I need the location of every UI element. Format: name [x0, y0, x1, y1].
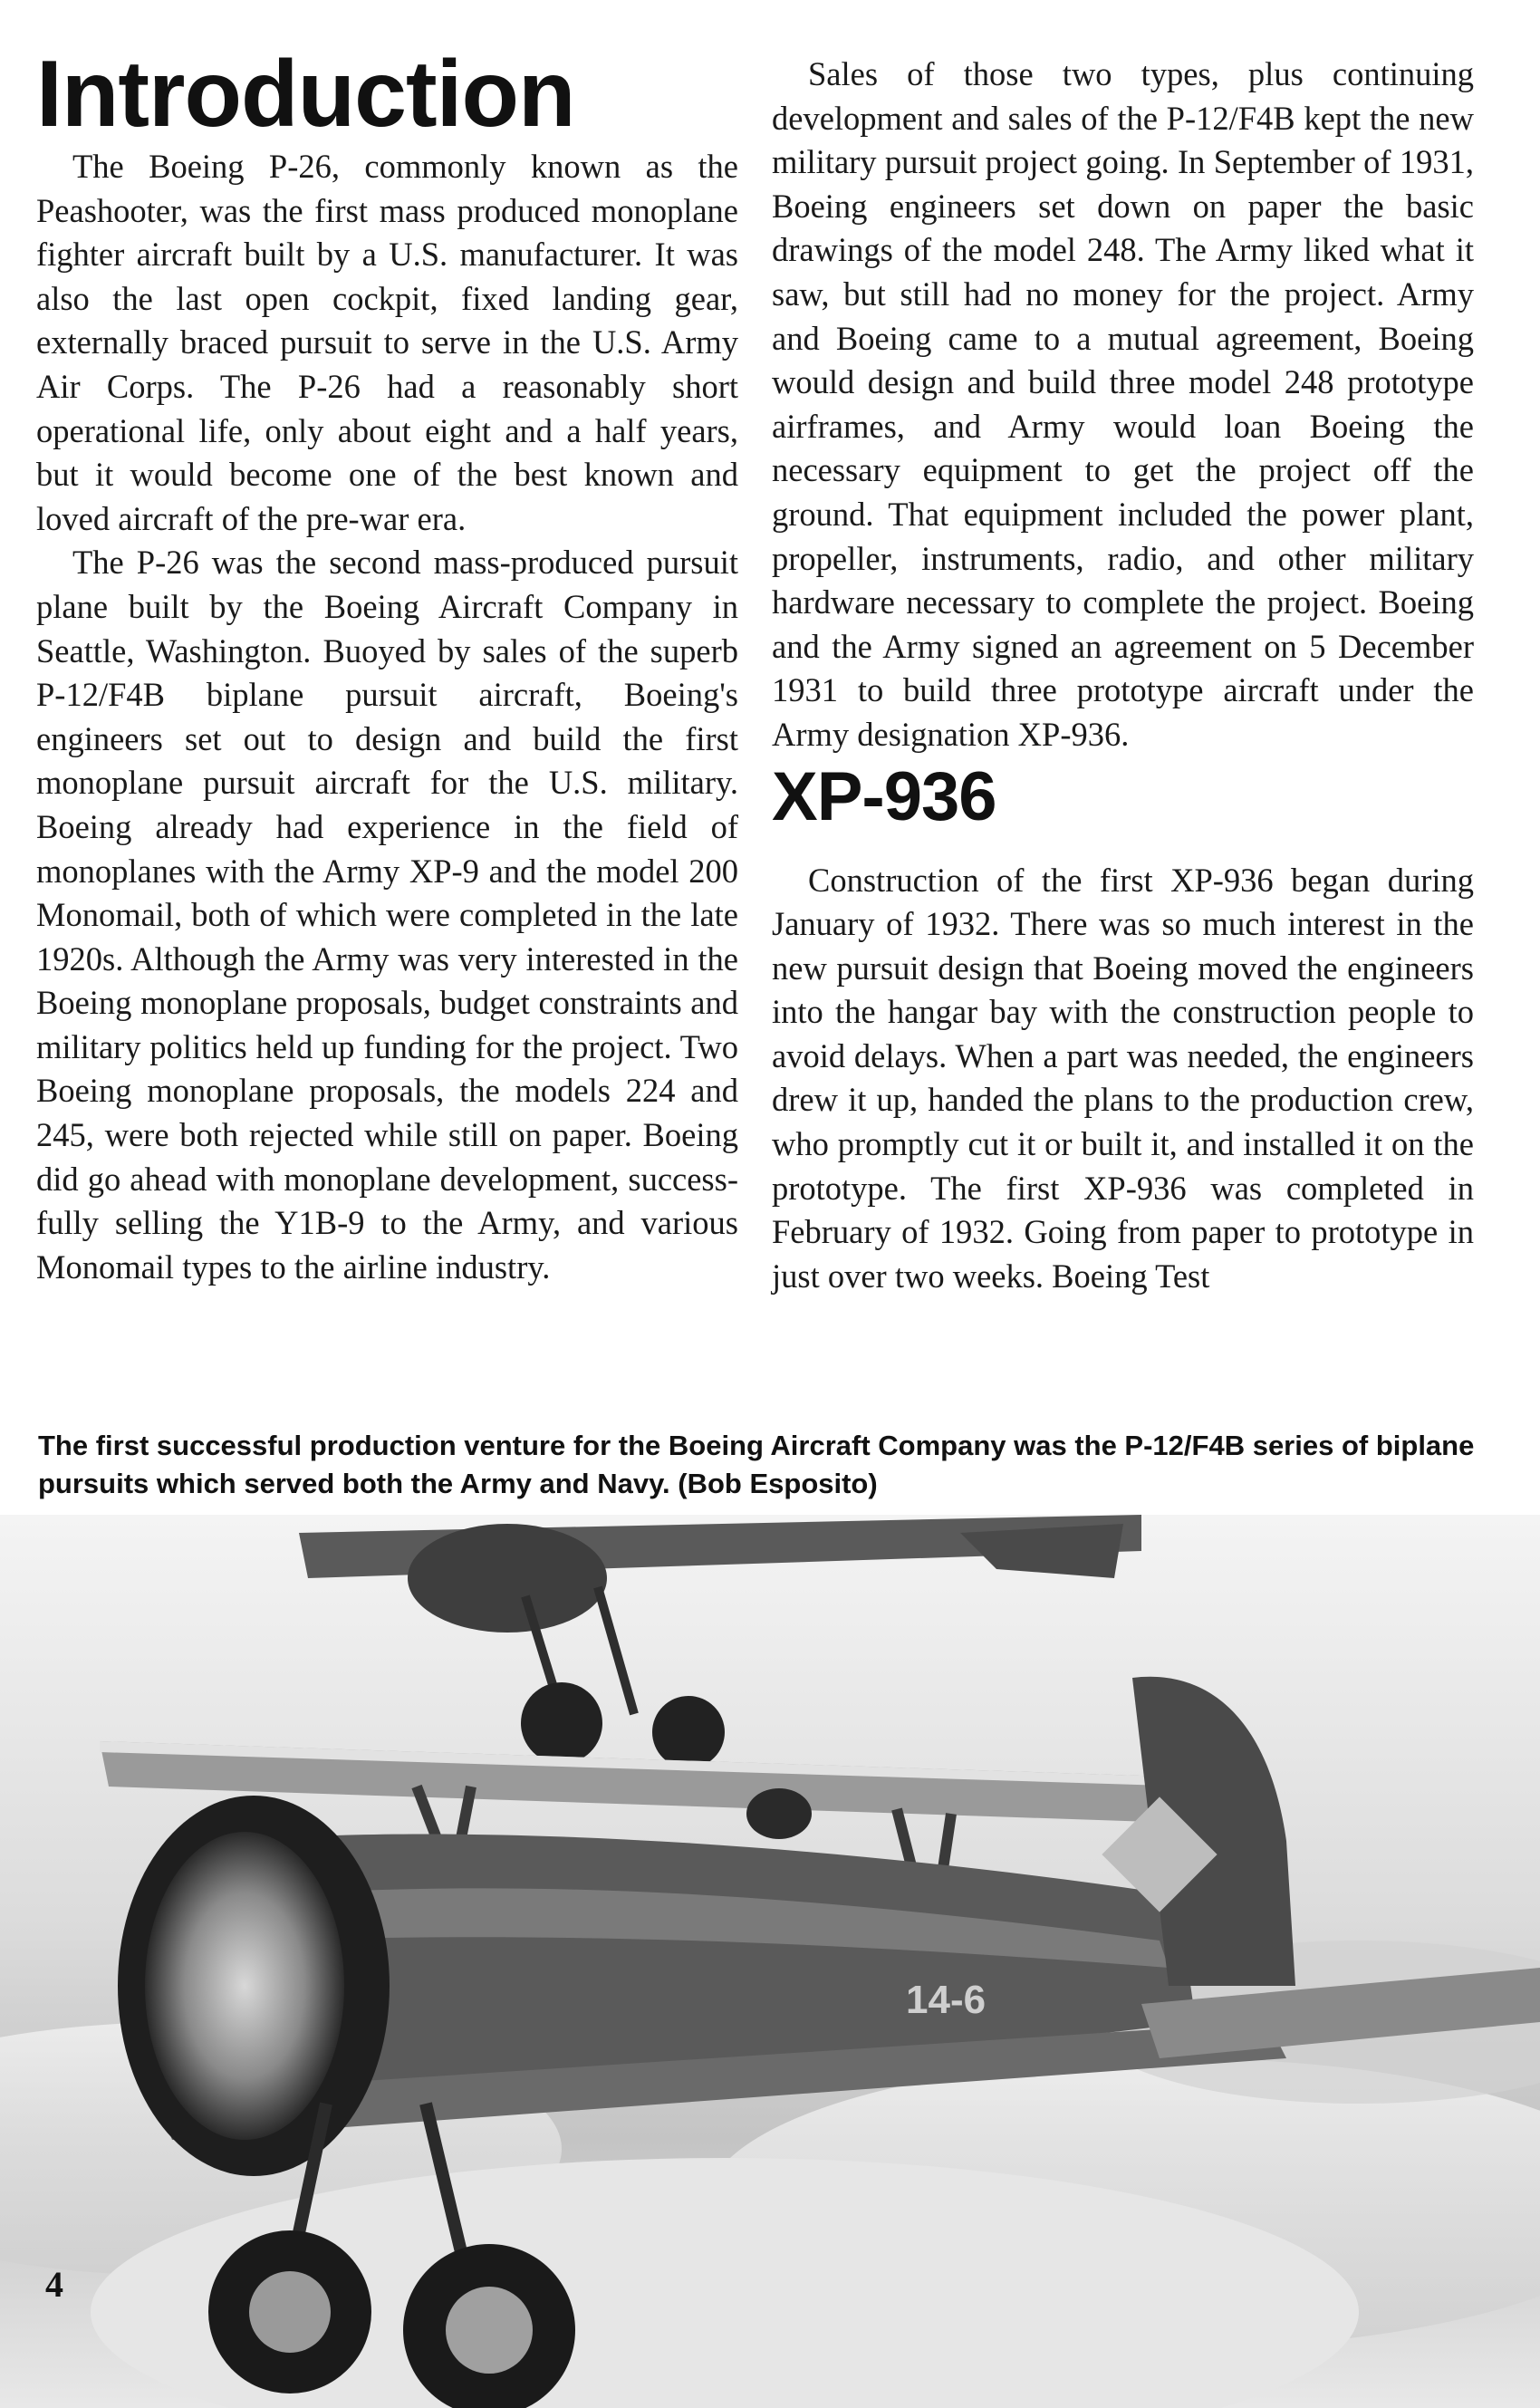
- xp936-heading: XP-936: [772, 757, 996, 835]
- biplane-illustration: [0, 1515, 1540, 2408]
- intro-paragraph-2: The P-26 was the second mass-produced pursuit plane built by the Boeing Aircraft Company in Seattle, Washington. Buoyed by sales of the superb P-12/F4B biplane pursuit aircraft, Boeing's engineers set out to design and build the first monoplane pursuit aircraft for the U.S. military. Boeing already had experience in the field of monoplanes with the Army XP-9 and the model 200 Monomail, both of which were completed in the late 1920s. Although the Army was very interested in the Boeing monoplane proposals, budget constraints and military politics held up funding for the project. Two Boeing monoplane proposals, the models 224 and 245, were both rejected while still on paper. Boeing did go ahead with monoplane development, successfully selling the Y1B-9 to the Army, and various Monomail types to the airline industry.: [36, 544, 738, 1286]
- background-biplane: [299, 1515, 1141, 1768]
- left-column: [36, 42, 738, 1289]
- introduction-heading: Introduction: [36, 42, 575, 147]
- sales-paragraph: Sales of those two types, plus continuing development and sales of the P-12/F4B kept the new military pursuit project going. In September of 1931, Boeing engineers set down on paper the basic drawings of the model 248. The Army liked what it saw, but still had no money for the project. Army and Boeing came to a mutual agreement, Boeing would design and build three model 248 prototype airframes, and Army would loan Boeing the necessary equipment to get the project off the ground. That equipment included the power plant, propeller, instruments, radio, and other military hardware necessary to complete the project. Boeing and the Army signed an agreement on 5 December 1931 to build three prototype aircraft under the Army designation XP-936.: [772, 55, 1474, 753]
- intro-paragraph-1: The Boeing P-26, commonly known as the Peashooter, was the first mass produced monoplane fighter aircraft built by a U.S. manufacturer. It was also the last open cockpit, fixed landing gear, externally braced pursuit to serve in the U.S. Army Air Corps. The P-26 had a reasonably short operational life, only about eight and a half years, but it would become one of the best known and loved aircraft of the pre-war era.: [36, 148, 738, 537]
- photo-caption: The first successful production venture for the Boeing Aircraft Company was the P-12/F4B series of biplane pursuits which served both the Army and Navy. (Bob Esposito): [38, 1430, 1475, 1499]
- page-number: 4: [45, 2264, 63, 2305]
- biplane-photo: [0, 1515, 1540, 2408]
- right-column: [772, 53, 1474, 1298]
- construction-paragraph: Construction of the first XP-936 began during January of 1932. There was so much interest in the new pursuit design that Boeing moved the engineers into the hangar bay with the construction people to avoid delays. When a part was needed, the engineers drew it up, handed the plans to the production crew, who promptly cut it or built it, and installed it on the prototype. The first XP-936 was completed in February of 1932. Going from paper to prototype in just over two weeks. Boeing Test: [772, 861, 1474, 1295]
- aircraft-marking: 14-6: [906, 1978, 987, 2022]
